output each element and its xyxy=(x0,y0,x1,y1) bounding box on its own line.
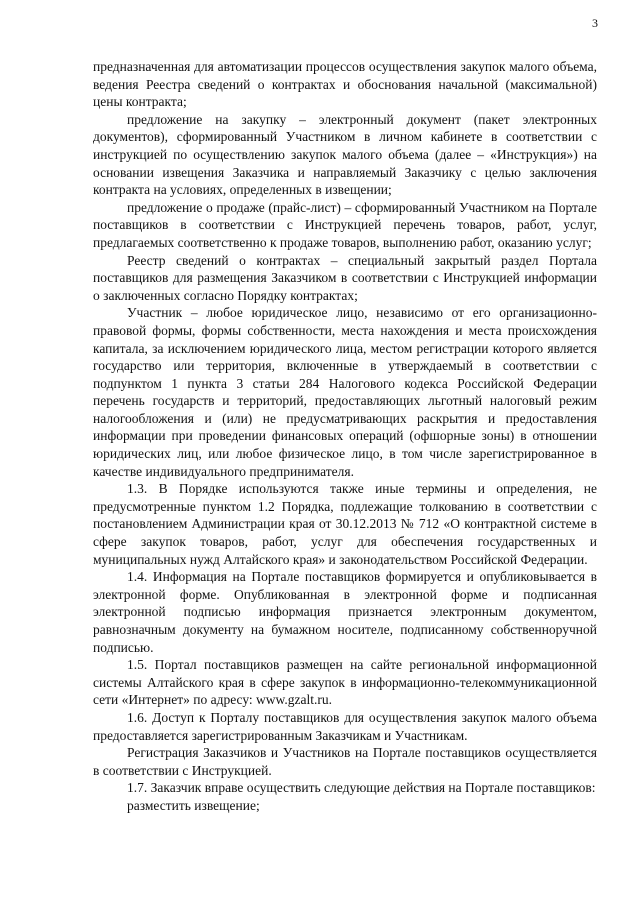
paragraph-definition-price-list: предложение о продаже (прайс-лист) – сформированный Участником на Портале поставщиков в соответствии с Инструкцией перечень товаров, работ, услуг, предлагаемых соответственно к продаже товаров, выполнению работ, оказанию услуг; xyxy=(93,199,597,250)
paragraph-list-item-notice: разместить извещение; xyxy=(127,797,260,813)
document-body xyxy=(93,58,597,815)
paragraph-clause-1-5: 1.5. Портал поставщиков размещен на сайте региональной информационной системы Алтайского края в сфере закупок в информационно-телекоммуникационной сети «Интернет» по адресу: www.gzalt.ru. xyxy=(93,657,597,708)
paragraph-clause-1-3: 1.3. В Порядке используются также иные термины и определения, не предусмотренные пунктом 1.2 Порядка, подлежащие толкованию в соответствии с постановлением Администрации края от 30.12.2013 № 712 «О контрактной системе в сфере закупок товаров, работ, услуг для обеспечения государственных и муниципальных нужд Алтайского края» и законодательством Российской Федерации. xyxy=(93,481,597,567)
paragraph-definition-participant: Участник – любое юридическое лицо, независимо от его организационно-правовой формы, формы собственности, места нахождения и места происхождения капитала, за исключением юридического лица, местом регистрации которого является государство или территория, включенные в утверждаемый в соответствии с подпунктом 1 пункта 3 статьи 284 Налогового кодекса Российской Федерации перечень государств и территорий, предоставляющих льготный налоговый режим налогообложения и (или) не предусматривающих раскрытия и предоставления информации при проведении финансовых операций (офшорные зоны) в отношении юридических лиц, или любое физическое лицо, в том числе зарегистрированное в качестве индивидуального предпринимателя. xyxy=(93,305,597,479)
paragraph-definition-purchase-proposal: предложение на закупку – электронный документ (пакет электронных документов), сформированный Участником в личном кабинете в соответствии с инструкцией по осуществлению закупок малого объема (далее – «Инструкция») на основании извещения Заказчика и направляемый Заказчику с целью заключения контракта на условиях, определенных в извещении; xyxy=(93,111,597,198)
paragraph-clause-1-7: 1.7. Заказчик вправе осуществить следующие действия на Портале поставщиков: xyxy=(127,780,596,796)
paragraph-definition-contract-registry: Реестр сведений о контрактах – специальный закрытый раздел Портала поставщиков для размещения Заказчиком в соответствии с Инструкцией информации о заключенных согласно Порядку контрактах; xyxy=(93,252,597,303)
page-number: 3 xyxy=(592,16,598,30)
paragraph-registration: Регистрация Заказчиков и Участников на Портале поставщиков осуществляется в соответствии с Инструкцией. xyxy=(93,745,597,778)
paragraph-clause-1-6: 1.6. Доступ к Порталу поставщиков для осуществления закупок малого объема предоставляется зарегистрированным Заказчикам и Участникам. xyxy=(93,709,597,743)
paragraph-definition-portal-continued: предназначенная для автоматизации процессов осуществления закупок малого объема, ведения Реестра сведений о контрактах и обоснования начальной (максимальной) цены контракта; xyxy=(93,59,597,110)
paragraph-clause-1-4: 1.4. Информация на Портале поставщиков формируется и опубликовывается в электронной форме. Опубликованная в электронной форме и подписанная электронной подписью информация признается электронным документом, равнозначным документу на бумажном носителе, подписанному собственноручной подписью. xyxy=(93,569,597,655)
